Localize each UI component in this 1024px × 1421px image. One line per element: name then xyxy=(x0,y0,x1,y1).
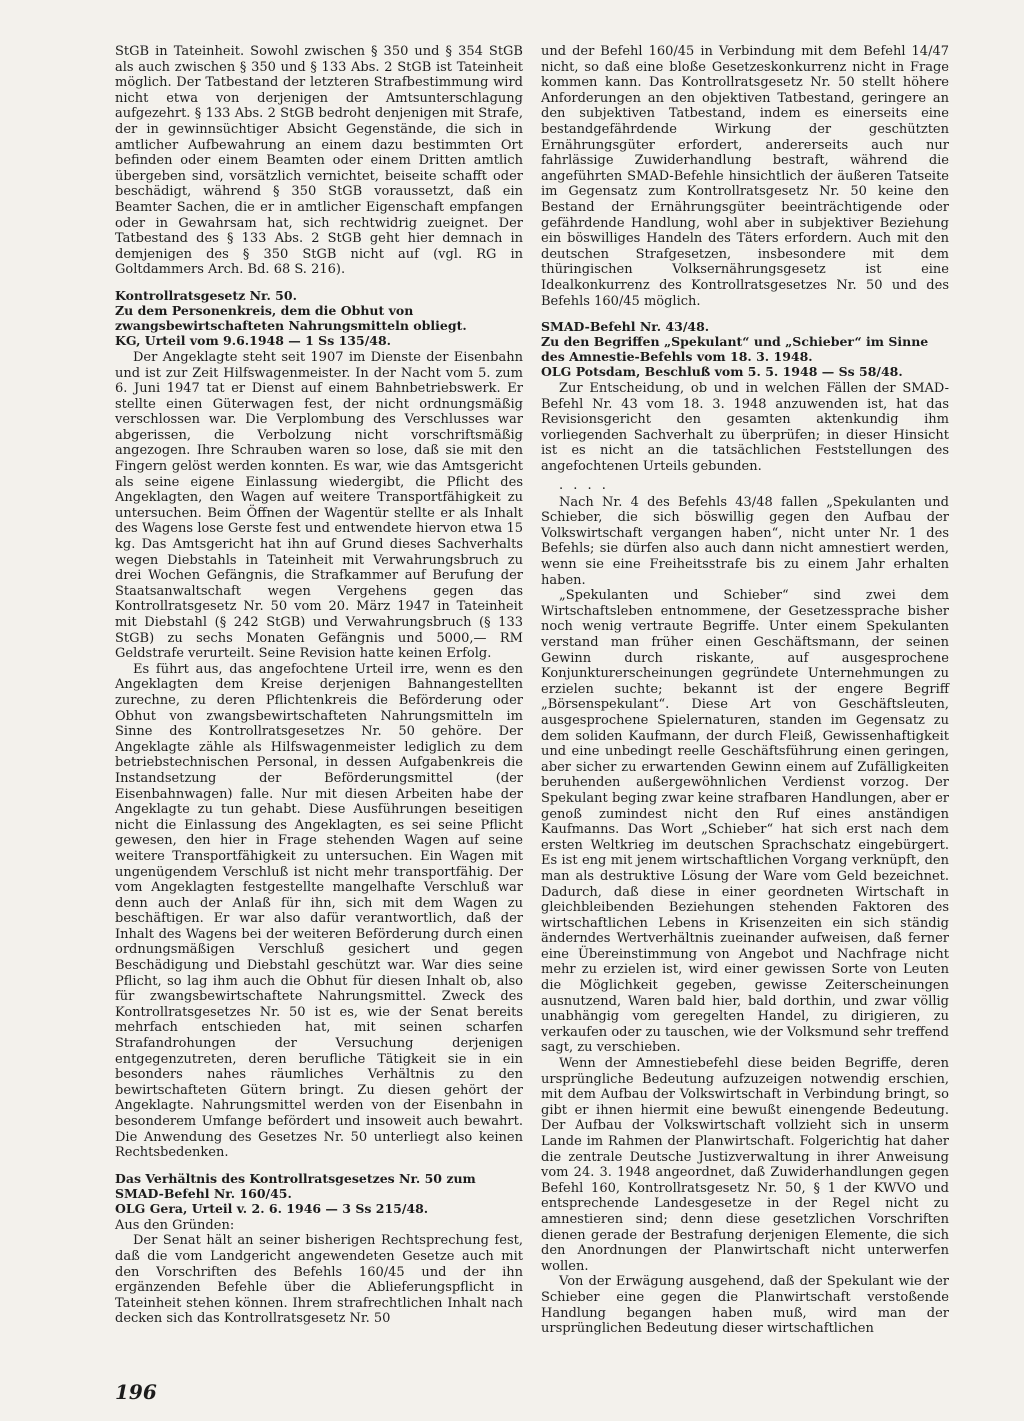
left-column xyxy=(115,44,523,1327)
paragraph: Es führt aus, das angefochtene Urteil irre, wenn es den Angeklagten dem Kreise derjenigen Bahnangestellten zurechne, zu deren Pflichtenkreis die Beförderung oder Obhut von zwangsbewirtschafteten Nahrungsmitteln im Sinne des Kontrollratsgesetzes Nr. 50 gehöre. Der Angeklagte zähle als Hilfswagenmeister lediglich zu dem betriebstechnischen Personal, in dessen Aufgabenkreis die Instandsetzung der Beförderungsmittel (der Eisenbahnwagen) falle. Nur mit diesen Arbeiten habe der Angeklagte zu tun gehabt. Diese Ausführungen beseitigen nicht die Einlassung des Angeklagten, es sei seine Pflicht gewesen, den hier in Frage stehenden Wagen auf seine weitere Transportfähigkeit zu untersuchen. Ein Wagen mit ungenügendem Verschluß ist nicht mehr transportfähig. Der vom Angeklagten festgestellte mangelhafte Verschluß war denn auch der Anlaß für ihn, sich mit dem Wagen zu beschäftigen. Er war also dafür verantwortlich, daß der Inhalt des Wagens bei der weiteren Beförderung durch einen ordnungsmäßigen Verschluß gesichert und gegen Beschädigung und Diebstahl geschützt war. War dies seine Pflicht, so lag ihm auch die Obhut für diesen Inhalt ob, also für zwangsbewirtschaftete Nahrungsmittel. Zweck des Kontrollratsgesetzes Nr. 50 ist es, wie der Senat bereits mehrfach entschieden hat, mit seinen scharfen Strafandrohungen der Versuchung derjenigen entgegenzutreten, deren berufliche Tätigkeit sie in ein besonders nahes räumliches Verhältnis zu den bewirtschafteten Gütern bringt. Zu diesen gehört der Angeklagte. Nahrungsmittel werden von der Eisenbahn in besonderem Umfange befördert und insoweit auch bewahrt. Die Anwendung des Gesetzes Nr. 50 unterliegt also keinen Rechtsbedenken. xyxy=(115,661,523,1161)
court-citation: OLG Gera, Urteil v. 2. 6. 1946 — 3 Ss 215/48. xyxy=(115,1200,429,1216)
page-number: 196 xyxy=(115,1380,157,1404)
paragraph: StGB in Tateinheit. Sowohl zwischen § 350 und § 354 StGB als auch zwischen § 350 und § 133 Abs. 2 StGB ist Tateinheit möglich. Der Tatbestand der letzteren Strafbestimmung wird nicht etwa von derjenigen der Amtsunterschlagung aufgezehrt. § 133 Abs. 2 StGB bedroht denjenigen mit Strafe, der in gewinnsüchtiger Absicht Gegenstände, die sich in amtlicher Aufbewahrung an einem dazu bestimmten Ort befinden oder einem Beamten oder einem Dritten amtlich übergeben sind, vorsätzlich vernichtet, beiseite schafft oder beschädigt, während § 350 StGB voraussetzt, daß ein Beamter Sachen, die er in amtlicher Eigenschaft empfangen oder in Gewahrsam hat, sich rechtwidrig zueignet. Der Tatbestand des § 133 Abs. 2 StGB geht hier demnach in demjenigen des § 350 StGB nicht auf (vgl. RG in Goltdammers Arch. Bd. 68 S. 216). xyxy=(115,44,523,278)
paragraph: Nach Nr. 4 des Befehls 43/48 fallen „Spekulanten und Schieber, die sich böswillig gegen den Aufbau der Volkswirtschaft vergangen haben“, nicht unter Nr. 1 des Befehls; sie dürfen also auch dann nicht amnestiert werden, wenn sie eine Freiheitsstrafe bis zu einem Jahr erhalten haben. xyxy=(541,494,949,588)
paragraph: Aus den Gründen: xyxy=(115,1217,235,1233)
ellipsis-separator: . . . . xyxy=(559,477,609,493)
paragraph: Der Senat hält an seiner bisherigen Rechtsprechung fest, daß die vom Landgericht angewendeten Gesetze auch mit den Vorschriften des Befehls 160/45 und der ihn ergänzenden Befehle über die Ablieferungspflicht in Tateinheit stehen können. Ihrem strafrechtlichen Inhalt nach decken sich das Kontrollratsgesetz Nr. 50 xyxy=(115,1233,523,1327)
paragraph: „Spekulanten und Schieber“ sind zwei dem Wirtschaftsleben entnommene, der Gesetzessprache bisher noch wenig vertraute Begriffe. Unter einem Spekulanten verstand man früher einen Geschäftsmann, der seinen Gewinn durch riskante, auf ausgesprochene Konjunkturerscheinungen gegründete Unternehmungen zu erzielen suchte; bekannt ist der engere Begriff „Börsenspekulant“. Diese Art von Geschäftsleuten, ausgesprochene Spielernaturen, standen im Gegensatz zu dem soliden Kaufmann, der durch Fleiß, Gewissenhaftigkeit und eine unbedingt reelle Geschäftsführung einen geringen, aber sicher zu erwartenden Gewinn einem auf Zufälligkeiten beruhenden außergewöhnlichen Verdienst vorzog. Der Spekulant beging zwar keine strafbaren Handlungen, aber er genoß zumindest nicht den Ruf eines anständigen Kaufmanns. Das Wort „Schieber“ hat sich erst nach dem ersten Weltkrieg im deutschen Sprachschatz eingebürgert. Es ist eng mit jenem wirtschaftlichen Vorgang verknüpft, den man als destruktive Lösung der Ware vom Geld bezeichnet. Dadurch, daß diese in einer geordneten Wirtschaft in gleichbleibenden Beziehungen stehenden Faktoren des wirtschaftlichen Lebens in Krisenzeiten ein sich ständig änderndes Wertverhältnis zueinander aufweisen, daß ferner eine Übereinstimmung von Angebot und Nachfrage nicht mehr zu erzielen ist, wird einer gewissen Sorte von Leuten die Möglichkeit gegeben, gewisse Zeiterscheinungen ausnutzend, Waren bald hier, bald dorthin, und zwar völlig unabhängig vom geregelten Handel, zu dirigieren, zu verkaufen oder zu tauschen, wie der Volksmund sehr treffend sagt, zu verschieben. xyxy=(541,588,949,1056)
court-citation: KG, Urteil vom 9.6.1948 — 1 Ss 135/48. xyxy=(115,332,392,348)
section-subheading: Zu dem Personenkreis, dem die Obhut von zwangsbewirtschafteten Nahrungsmitteln obliegt. xyxy=(115,302,467,333)
section-heading: SMAD-Befehl Nr. 43/48. xyxy=(541,319,710,335)
paragraph: und der Befehl 160/45 in Verbindung mit dem Befehl 14/47 nicht, so daß eine bloße Gesetzeskonkurrenz nicht in Frage kommen kann. Das Kontrollratsgesetz Nr. 50 stellt höhere Anforderungen an den objektiven Tatbestand, geringere an den subjektiven Tatbestand, indem es einerseits eine bestandgefährdende Wirkung der geschützten Ernährungsgüter erfordert, andererseits auch nur fahrlässige Zuwiderhandlung bestraft, während die angeführten SMAD-Befehle hinsichtlich der äußeren Tatseite im Gegensatz zum Kontrollratsgesetz Nr. 50 keine den Bestand der Ernährungsgüter beeinträchtigende oder gefährdende Handlung, wohl aber in subjektiver Beziehung ein böswilliges Handeln des Täters erfordern. Auch mit den deutschen Strafgesetzen, insbesondere mit dem thüringischen Volksernährungsgesetz ist eine Idealkonkurrenz des Kontrollratsgesetzes Nr. 50 und des Befehls 160/45 möglich. xyxy=(541,44,949,309)
paragraph: Der Angeklagte steht seit 1907 im Dienste der Eisenbahn und ist zur Zeit Hilfswagenmeister. In der Nacht vom 5. zum 6. Juni 1947 tat er Dienst auf einem Bahnbetriebswerk. Er stellte einen Güterwagen fest, der nicht ordnungsmäßig verschlossen war. Die Verplombung des Verschlusses war abgerissen, die Verbolzung nicht vorschriftsmäßig angezogen. Ihre Schrauben waren so lose, daß sie mit den Fingern gelöst werden konnten. Es war, wie das Amtsgericht als seine eigene Einlassung wiedergibt, die Pflicht des Angeklagten, den Wagen auf weitere Transportfähigkeit zu untersuchen. Beim Öffnen der Wagentür stellte er als Inhalt des Wagens lose Gerste fest und entwendete hiervon etwa 15 kg. Das Amtsgericht hat ihn auf Grund dieses Sachverhalts wegen Diebstahls in Tateinheit mit Verwahrungsbruch zu drei Wochen Gefängnis, die Strafkammer auf Berufung der Staatsanwaltschaft wegen Vergehens gegen das Kontrollratsgesetz Nr. 50 vom 20. März 1947 in Tateinheit mit Diebstahl (§ 242 StGB) und Verwahrungsbruch (§ 133 StGB) zu sechs Monaten Gefängnis und 5000,— RM Geldstrafe verurteilt. Seine Revision hatte keinen Erfolg. xyxy=(115,349,523,662)
paragraph: Zur Entscheidung, ob und in welchen Fällen der SMAD-Befehl Nr. 43 vom 18. 3. 1948 anzuwenden ist, hat das Revisionsgericht den gesamten aktenkundig ihm vorliegenden Sachverhalt zu überprüfen; in dieser Hinsicht ist es nicht an die tatsächlichen Feststellungen des angefochtenen Urteils gebunden. xyxy=(541,381,949,475)
section-heading: Kontrollratsgesetz Nr. 50. xyxy=(115,287,297,303)
court-citation: OLG Potsdam, Beschluß vom 5. 5. 1948 — Ss 58/48. xyxy=(541,364,903,380)
paragraph: Wenn der Amnestiebefehl diese beiden Begriffe, deren ursprüngliche Bedeutung aufzuzeigen notwendig erschien, mit dem Aufbau der Volkswirtschaft in Verbindung bringt, so gibt er ihnen hiermit eine bewußt einengende Bedeutung. Der Aufbau der Volkswirtschaft vollzieht sich in unserm Lande im Rahmen der Planwirtschaft. Folgerichtig hat daher die zentrale Deutsche Justizverwaltung in ihrer Anweisung vom 24. 3. 1948 angeordnet, daß Zuwiderhandlungen gegen Befehl 160, Kontrollratsgesetz Nr. 50, § 1 der KWVO und entsprechende Landesgesetze in der Regel nicht zu amnestieren sind; denn diese gesetzlichen Vorschriften dienen gerade der Bestrafung derjenigen Elemente, die sich den Anordnungen der Planwirtschaft nicht unterwerfen wollen. xyxy=(541,1056,949,1274)
right-column xyxy=(541,44,949,1337)
paragraph: Von der Erwägung ausgehend, daß der Spekulant wie der Schieber eine gegen die Planwirtschaft verstoßende Handlung begangen haben muß, wird man der ursprünglichen Bedeutung dieser wirtschaftlichen xyxy=(541,1274,949,1337)
section-heading: Das Verhältnis des Kontrollratsgesetzes Nr. 50 zum SMAD-Befehl Nr. 160/45. xyxy=(115,1170,476,1201)
section-subheading: Zu den Begriffen „Spekulant“ und „Schieber“ im Sinne des Amnestie-Befehls vom 18. 3. 1948. xyxy=(541,334,929,365)
